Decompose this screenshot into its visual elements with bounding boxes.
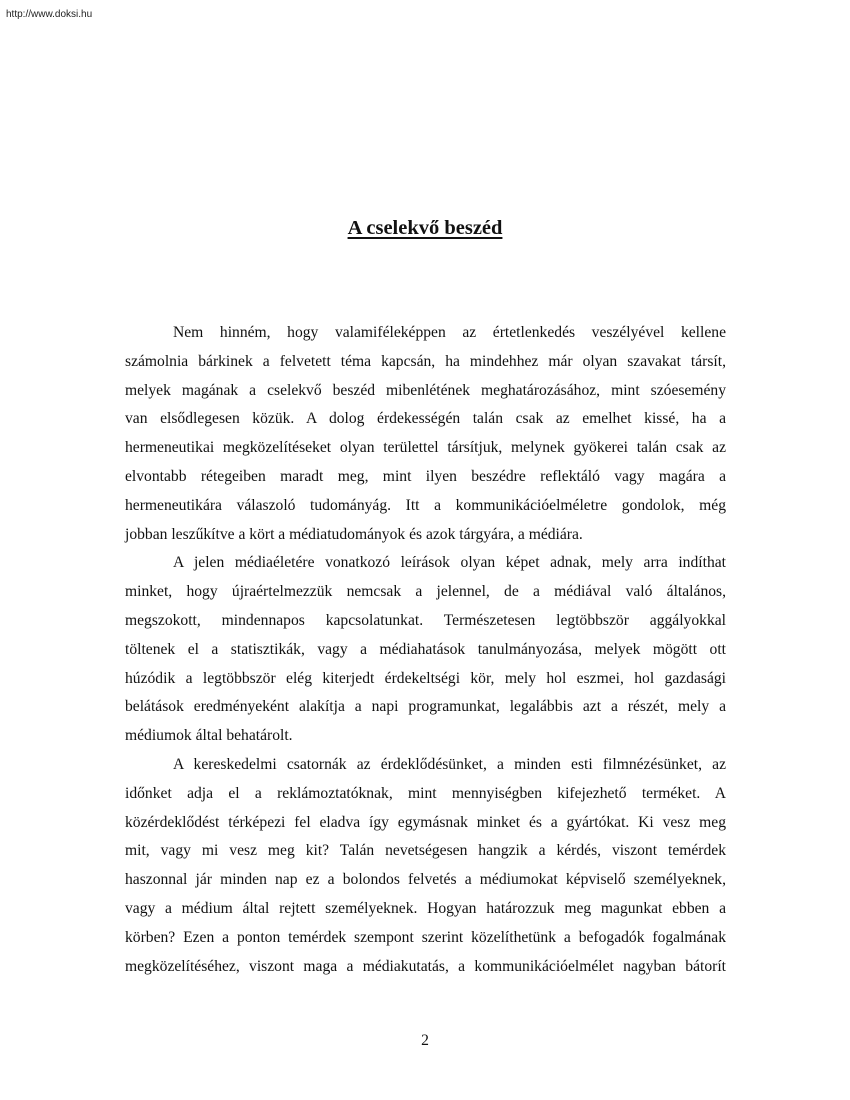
text-line: vagy a médium által rejtett személyeknek. Hogyan határozzuk meg magunkat ebben a: [125, 899, 726, 917]
text-line: mit, vagy mi vesz meg kit? Talán nevetségesen hangzik a kérdés, viszont temérdek: [125, 842, 726, 860]
document-title: A cselekvő beszéd: [347, 217, 503, 239]
text-line: megszokott, mindennapos kapcsolatunkat. Természetesen legtöbbször aggályokkal: [125, 611, 726, 629]
text-line: elvontabb rétegeiben maradt meg, mint ilyen beszédre reflektáló vagy magára a: [125, 467, 726, 485]
text-line: közérdeklődést térképezi fel eladva így egymásnak minket és a gyártókat. Ki vesz meg: [125, 813, 726, 831]
text-line: hermeneutikára válaszoló tudományág. Itt a kommunikációelméletre gondolok, még: [125, 496, 726, 514]
text-line: A jelen médiaéletére vonatkozó leírások olyan képet adnak, mely arra indíthat: [173, 554, 726, 572]
paragraph: [125, 319, 726, 549]
text-line: Nem hinném, hogy valamiféleképpen az értetlenkedés veszélyével kellene: [173, 324, 726, 341]
text-line: minket, hogy újraértelmezzük nemcsak a jelennel, de a médiával való általános,: [125, 583, 726, 601]
text-line: időnket adja el a reklámoztatóknak, mint mennyiségben kifejezhető terméket. A: [125, 784, 726, 802]
page-number: 2: [421, 1032, 429, 1049]
text-line: haszonnal jár minden nap ez a bolondos felvetés a médiumokat képviselő személyeknek,: [125, 871, 726, 889]
source-url: http://www.doksi.hu: [6, 9, 93, 20]
paragraph: [125, 549, 726, 751]
text-line: A kereskedelmi csatornák az érdeklődésünket, a minden esti filmnézésünket, az: [173, 755, 726, 773]
paragraph: [125, 751, 726, 981]
text-line: melyek magának a cselekvő beszéd mibenlétének meghatározásához, mint szóesemény: [125, 381, 726, 399]
text-line: számolnia bárkinek a felvetett téma kapcsán, ha mindehhez már olyan szavakat társít,: [125, 352, 726, 370]
text-line: húzódik a legtöbbször elég kiterjedt érdekeltségi kör, mely hol eszmei, hol gazdasági: [125, 669, 726, 687]
text-line: töltenek el a statisztikák, vagy a médiahatások tanulmányozása, melyek mögött ott: [125, 640, 726, 658]
text-line: körben? Ezen a ponton temérdek szempont szerint közelíthetünk a befogadók fogalmának: [125, 928, 726, 946]
document-body: [125, 319, 726, 981]
text-line: van elsődlegesen közük. A dolog érdekességén talán csak az emelhet kissé, ha a: [125, 410, 726, 428]
text-line: hermeneutikai megközelítéseket olyan területtel társítjuk, melynek gyökerei talán csak az: [125, 439, 726, 457]
text-line: belátások eredményeként alakítja a napi programunkat, legalábbis azt a részét, mely a: [125, 698, 726, 716]
text-line: jobban leszűkítve a kört a médiatudományok és azok tárgyára, a médiára.: [125, 525, 583, 543]
text-line: médiumok által behatárolt.: [125, 727, 293, 745]
text-line: megközelítéséhez, viszont maga a médiakutatás, a kommunikációelmélet nagyban bátorít: [125, 957, 726, 975]
